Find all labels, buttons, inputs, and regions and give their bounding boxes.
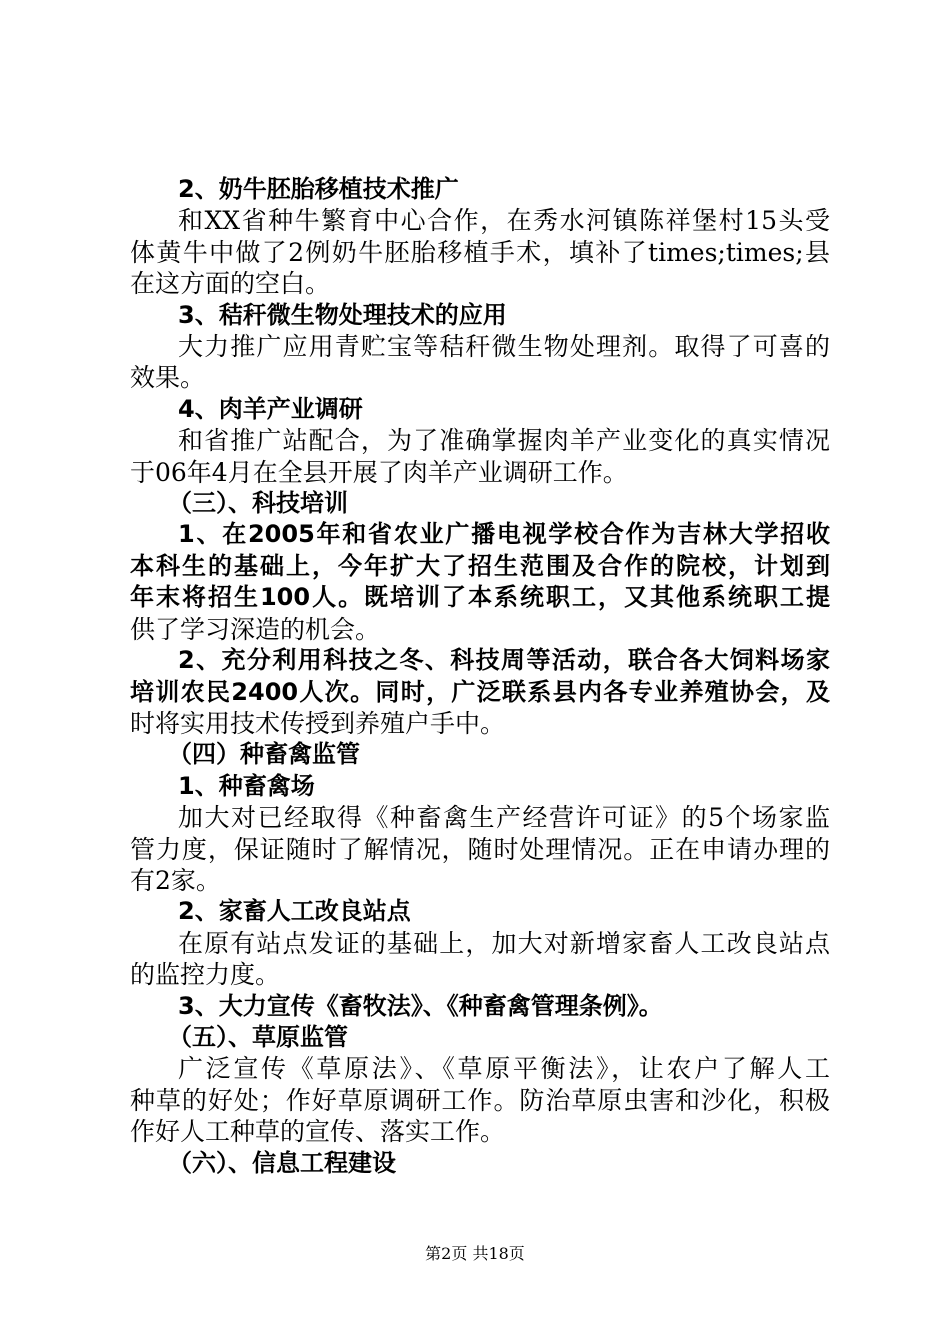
text-line: 2、家畜人工改良站点 bbox=[178, 897, 411, 926]
text-line: 管力度，保证随时了解情况，随时处理情况。正在申请办理的 bbox=[130, 834, 830, 864]
text-line: 2、奶牛胚胎移植技术推广 bbox=[178, 175, 459, 203]
text-line: 大力推广应用青贮宝等秸秆微生物处理剂。取得了可喜的 bbox=[178, 332, 830, 362]
text-line: （四）种畜禽监管 bbox=[168, 740, 360, 769]
text-line: 和XX省种牛繁育中心合作，在秀水河镇陈祥堡村15头受 bbox=[178, 206, 830, 236]
text-line: 和省推广站配合，为了准确掌握肉羊产业变化的真实情况 bbox=[178, 426, 830, 456]
text-line: 在原有站点发证的基础上，加大对新增家畜人工改良站点 bbox=[178, 928, 830, 958]
text-line: （五）、草原监管 bbox=[168, 1022, 348, 1051]
text-line: （三）、科技培训 bbox=[168, 489, 348, 518]
text-line: 种草的好处；作好草原调研工作。防治草原虫害和沙化，积极 bbox=[130, 1085, 830, 1115]
text-line: 培训农民2400人次。同时，广泛联系县内各专业养殖协会，及 bbox=[130, 677, 830, 706]
text-line: 作好人工种草的宣传、落实工作。 bbox=[130, 1117, 506, 1147]
text-line: 1、在2005年和省农业广播电视学校合作为吉林大学招收 bbox=[178, 520, 830, 549]
text-line: 4、肉羊产业调研 bbox=[178, 394, 363, 423]
text-line: 2、充分利用科技之冬、科技周等活动，联合各大饲料场家 bbox=[178, 646, 830, 675]
text-line: 于06年4月在全县开展了肉羊产业调研工作。 bbox=[130, 457, 628, 487]
text-line: 的监控力度。 bbox=[130, 960, 281, 990]
text-line: 3、大力宣传《畜牧法》、《种畜禽管理条例》。 bbox=[178, 991, 663, 1020]
text-line: （六）、信息工程建设 bbox=[168, 1148, 396, 1177]
text-line: 广泛宣传《草原法》、《草原平衡法》，让农户了解人工 bbox=[178, 1054, 830, 1084]
text-line: 年末将招生100人。既培训了本系统职工，又其他系统职工提 bbox=[130, 583, 830, 612]
text-line: 时将实用技术传授到养殖户手中。 bbox=[130, 708, 506, 738]
document-body bbox=[130, 174, 830, 1179]
text-line: 有2家。 bbox=[130, 865, 221, 895]
text-line: 加大对已经取得《种畜禽生产经营许可证》的5个场家监 bbox=[178, 803, 830, 833]
text-line: 效果。 bbox=[130, 363, 206, 393]
text-line: 供了学习深造的机会。 bbox=[130, 614, 381, 644]
text-line: 体黄牛中做了2例奶牛胚胎移植手术，填补了times;times;县 bbox=[130, 237, 830, 267]
text-line: 3、秸秆微生物处理技术的应用 bbox=[178, 300, 507, 329]
text-line: 在这方面的空白。 bbox=[130, 269, 331, 299]
text-line: 本科生的基础上，今年扩大了招生范围及合作的院校，计划到 bbox=[130, 551, 830, 580]
page-footer: 第2页 共18页 bbox=[425, 1244, 525, 1263]
text-line: 1、种畜禽场 bbox=[178, 771, 315, 800]
